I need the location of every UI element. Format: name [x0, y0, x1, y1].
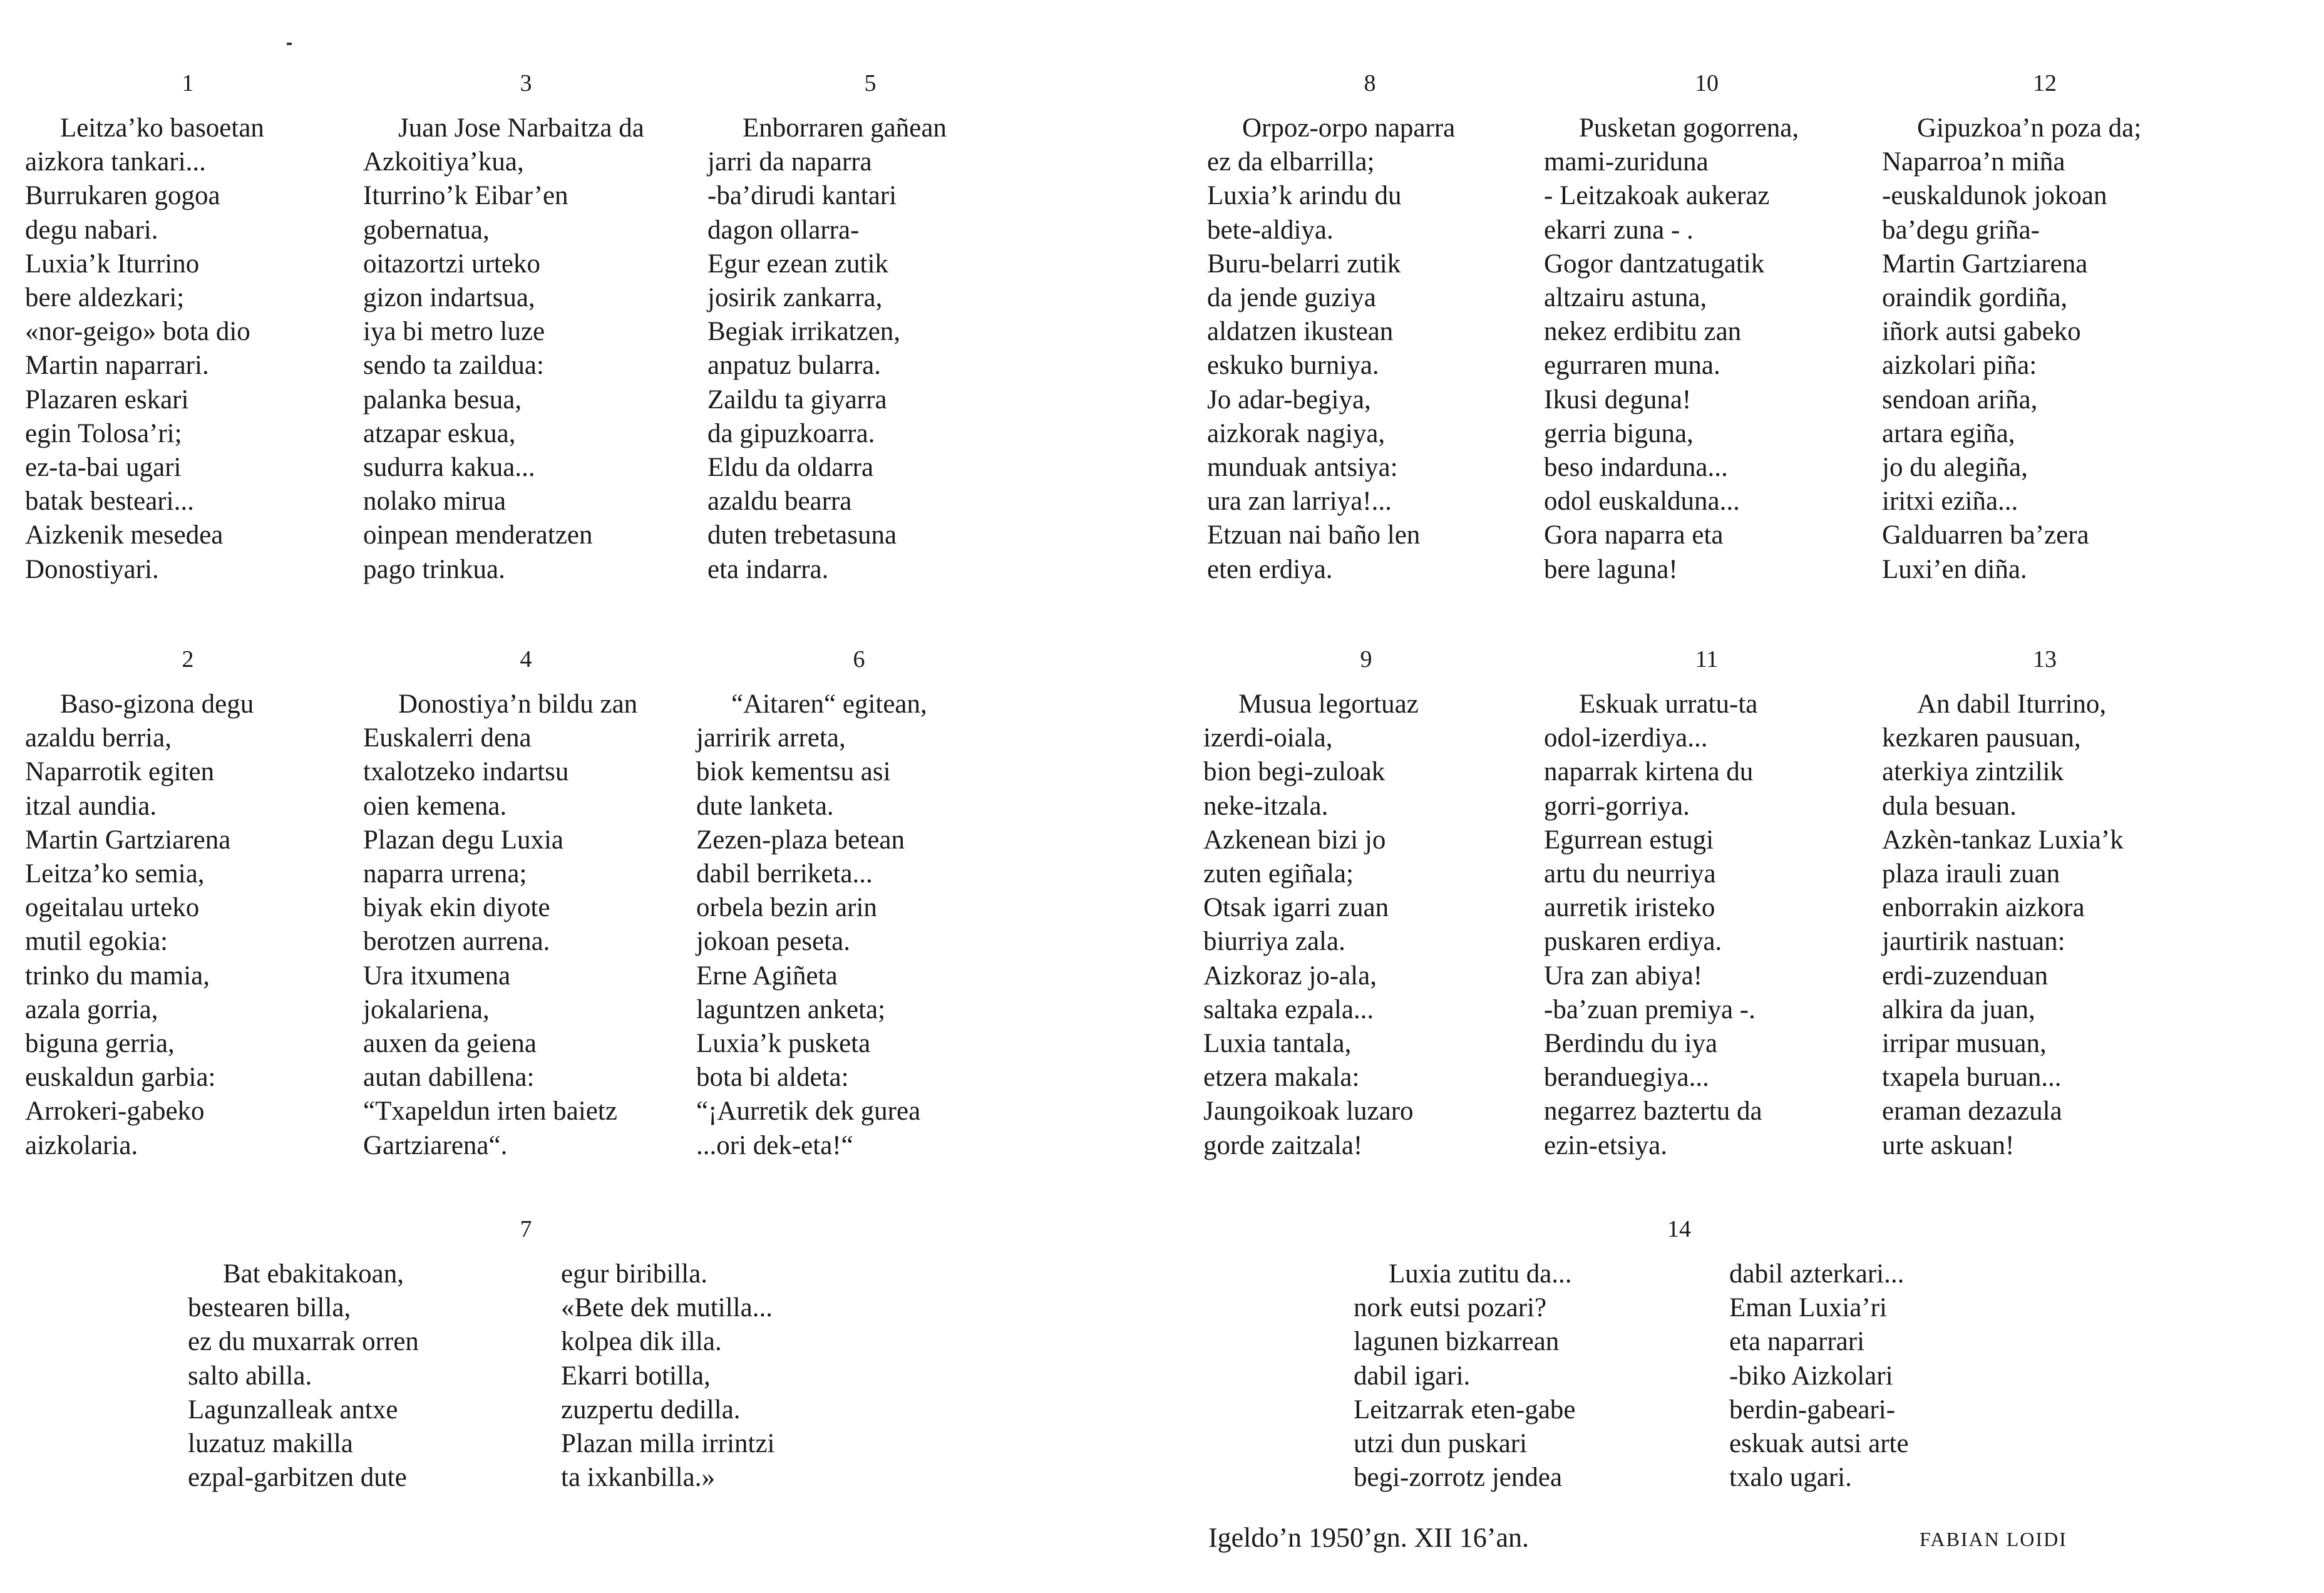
verse-line: odol euskalduna...: [1544, 487, 1740, 517]
place-date-line: Igeldo’n 1950’gn. XII 16’an.: [1208, 1522, 1529, 1553]
verse-line: alkira da juan,: [1882, 994, 2035, 1024]
verse-line: Etzuan nai baño len: [1207, 520, 1421, 550]
verse-line: dula besuan.: [1882, 791, 2017, 821]
verse-line: ogeitalau urteko: [25, 893, 200, 923]
verse-line: biguna gerria,: [25, 1029, 175, 1059]
verse-line: biurriya zala.: [1203, 927, 1345, 957]
verse-line: egin Tolosa’ri;: [25, 418, 182, 448]
verse-line: Ekarri botilla,: [561, 1361, 711, 1391]
verse-line: “¡Aurretik dek gurea: [696, 1096, 921, 1126]
verse-line: ez da elbarrilla;: [1207, 147, 1375, 177]
verse-line: kezkaren pausuan,: [1882, 723, 2081, 753]
verse-line: Donostiyari.: [25, 554, 159, 584]
stanza-number: 7: [520, 1216, 532, 1242]
verse-line: zuzpertu dedilla.: [561, 1395, 741, 1425]
verse-line: dagon ollarra-: [707, 215, 860, 245]
verse-line: Gartziarena“.: [363, 1130, 508, 1160]
verse-line: nekez erdibitu zan: [1544, 317, 1742, 347]
stanza-7: [188, 1215, 839, 1515]
verse-line: Luxia zutitu da...: [1389, 1259, 1572, 1289]
verse-line: ezin-etsiya.: [1544, 1130, 1667, 1160]
verse-line: Lagunzalleak antxe: [188, 1395, 398, 1425]
verse-line: munduak antsiya:: [1207, 453, 1398, 483]
verse-line: Ikusi deguna!: [1544, 384, 1692, 415]
stanza-number: 14: [1667, 1216, 1691, 1242]
verse-line: neke-itzala.: [1203, 791, 1329, 821]
verse-line: iya bi metro luze: [363, 317, 545, 347]
verse-line: azala gorria,: [25, 994, 158, 1024]
verse-line: salto abilla.: [188, 1361, 312, 1391]
stanza-number: 5: [864, 70, 877, 96]
verse-line: jarri da naparra: [707, 147, 872, 177]
verse-line: Gogor dantzatugatik: [1544, 249, 1765, 279]
stanza-lines: [707, 111, 947, 587]
stanza-lines: [25, 688, 254, 1163]
verse-line: Luxia tantala,: [1203, 1029, 1352, 1059]
verse-line: bete-aldiya.: [1207, 215, 1334, 245]
stanza-number: 6: [853, 646, 865, 673]
verse-line: artu du neurriya: [1544, 859, 1716, 889]
verse-line: trinko du mamia,: [25, 961, 210, 991]
verse-line: Ura zan abiya!: [1544, 961, 1703, 991]
verse-line: gobernatua,: [363, 215, 490, 245]
stanza-number: 1: [182, 70, 194, 96]
stanza-number: 3: [520, 70, 532, 96]
stanza-lines: [1882, 111, 2141, 587]
stanza-lines: [1544, 111, 1799, 587]
verse-line: aizkolari piña:: [1882, 351, 2037, 381]
verse-line: Egurrean estugi: [1544, 825, 1714, 855]
verse-line: Euskalerri dena: [363, 723, 532, 753]
verse-line: batak besteari...: [25, 487, 194, 517]
verse-line: gorde zaitzala!: [1203, 1130, 1363, 1160]
verse-line: -biko Aizkolari: [1729, 1361, 1893, 1391]
verse-line: Iturrino’k Eibar’en: [363, 181, 568, 211]
verse-line: ba’degu griña-: [1882, 215, 2040, 245]
verse-line: palanka besua,: [363, 384, 522, 415]
verse-line: biok kementsu asi: [696, 757, 891, 787]
verse-line: ezpal-garbitzen dute: [188, 1463, 407, 1493]
verse-line: Zaildu ta giyarra: [707, 384, 887, 415]
verse-line: eta naparrari: [1729, 1327, 1865, 1357]
verse-line: pago trinkua.: [363, 554, 505, 584]
verse-line: Luxia’k Iturrino: [25, 249, 200, 279]
verse-line: Bat ebakitakoan,: [223, 1259, 404, 1289]
verse-line: Zezen-plaza betean: [696, 825, 905, 855]
stanza-lines: [1203, 688, 1419, 1163]
verse-line: bota bi aldeta:: [696, 1063, 849, 1093]
verse-line: Eman Luxia’ri: [1729, 1293, 1887, 1323]
verse-line: Plazan degu Luxia: [363, 825, 564, 855]
verse-line: txalo ugari.: [1729, 1463, 1852, 1493]
verse-line: oraindik gordiña,: [1882, 283, 2068, 313]
verse-line: “Aitaren“ egitean,: [731, 689, 927, 719]
verse-line: Plazaren eskari: [25, 384, 189, 415]
stanza-number: 12: [2033, 70, 2057, 96]
verse-line: enborrakin aizkora: [1882, 893, 2085, 923]
verse-line: eskuko burniya.: [1207, 351, 1379, 381]
verse-line: Leitzarrak eten-gabe: [1354, 1395, 1576, 1425]
verse-line: erdi-zuzenduan: [1882, 961, 2049, 991]
verse-line: ez-ta-bai ugari: [25, 453, 182, 483]
verse-line: eta indarra.: [707, 554, 829, 584]
verse-line: gerria biguna,: [1544, 418, 1694, 448]
verse-line: Arrokeri-gabeko: [25, 1096, 205, 1126]
verse-line: artara egiña,: [1882, 418, 2015, 448]
verse-line: lagunen bizkarrean: [1354, 1327, 1560, 1357]
verse-line: begi-zorrotz jendea: [1354, 1463, 1563, 1493]
verse-line: Gora naparra eta: [1544, 520, 1724, 550]
verse-line: Baso-gizona degu: [60, 689, 254, 719]
stanza-right-column: [1729, 1257, 1909, 1495]
verse-line: aterkiya zintzilik: [1882, 757, 2064, 787]
verse-line: mami-zuriduna: [1544, 147, 1709, 177]
verse-line: oitazortzi urteko: [363, 249, 540, 279]
verse-line: - Leitzakoak aukeraz: [1544, 181, 1770, 211]
verse-line: Buru-belarri zutik: [1207, 249, 1401, 279]
verse-line: autan dabillena:: [363, 1063, 535, 1093]
verse-line: Erne Agiñeta: [696, 961, 838, 991]
verse-line: urte askuan!: [1882, 1130, 2015, 1160]
stanza-number: 13: [2033, 646, 2057, 673]
verse-line: bere laguna!: [1544, 554, 1678, 584]
verse-line: atzapar eskua,: [363, 418, 516, 448]
verse-line: “Txapeldun irten baietz: [363, 1096, 617, 1126]
stanza-lines: [696, 688, 927, 1163]
verse-line: ta ixkanbilla.»: [561, 1463, 715, 1493]
verse-line: jaurtirik nastuan:: [1882, 927, 2065, 957]
verse-line: Donostiya’n bildu zan: [398, 689, 638, 719]
verse-line: Enborraren gañean: [743, 113, 947, 143]
verse-line: nolako mirua: [363, 487, 506, 517]
stanza-lines: [25, 111, 264, 587]
verse-line: aizkolaria.: [25, 1130, 138, 1160]
stanza-left-column: [188, 1257, 419, 1495]
stanza-lines: [363, 111, 644, 587]
verse-line: An dabil Iturrino,: [1917, 689, 2107, 719]
verse-line: aurretik iristeko: [1544, 893, 1715, 923]
verse-line: Egur ezean zutik: [707, 249, 888, 279]
verse-line: sendoan ariña,: [1882, 384, 2038, 415]
verse-line: etzera makala:: [1203, 1063, 1360, 1093]
verse-line: josirik zankarra,: [707, 283, 883, 313]
verse-line: Galduarren ba’zera: [1882, 520, 2089, 550]
verse-line: Luxia’k arindu du: [1207, 181, 1402, 211]
verse-line: Eskuak urratu-ta: [1579, 689, 1758, 719]
verse-line: Begiak irrikatzen,: [707, 317, 901, 347]
verse-line: Martin Gartziarena: [25, 825, 231, 855]
stanza-lines: [1207, 111, 1455, 587]
verse-line: txalotzeko indartsu: [363, 757, 569, 787]
verse-line: jarririk arreta,: [696, 723, 846, 753]
verse-line: Martin naparrari.: [25, 351, 209, 381]
stanza-number: 8: [1364, 70, 1376, 96]
verse-line: Burrukaren gogoa: [25, 181, 220, 211]
verse-line: Naparroa’n miña: [1882, 147, 2065, 177]
verse-line: gorri-gorriya.: [1544, 791, 1690, 821]
verse-line: -ba’zuan premiya -.: [1544, 994, 1756, 1024]
stanza-lines: [363, 688, 637, 1163]
verse-line: txapela buruan...: [1882, 1063, 2062, 1093]
verse-line: negarrez baztertu da: [1544, 1096, 1762, 1126]
verse-line: saltaka ezpala...: [1203, 994, 1374, 1024]
stanza-14: [1354, 1215, 2005, 1515]
verse-line: jokalariena,: [363, 994, 490, 1024]
verse-line: «Bete dek mutilla...: [561, 1293, 773, 1323]
verse-line: biyak ekin diyote: [363, 893, 550, 923]
verse-line: duten trebetasuna: [707, 520, 897, 550]
verse-line: dabil azterkari...: [1729, 1259, 1905, 1289]
verse-line: zuten egiñala;: [1203, 859, 1354, 889]
verse-line: Musua legortuaz: [1238, 689, 1419, 719]
verse-line: -ba’dirudi kantari: [707, 181, 897, 211]
verse-line: azaldu berria,: [25, 723, 172, 753]
verse-line: eten erdiya.: [1207, 554, 1333, 584]
verse-line: iñork autsi gabeko: [1882, 317, 2081, 347]
verse-line: naparra urrena;: [363, 859, 527, 889]
verse-line: plaza irauli zuan: [1882, 859, 2060, 889]
stanza-lines: [1544, 688, 1762, 1163]
verse-line: Juan Jose Narbaitza da: [398, 113, 644, 143]
verse-line: iritxi eziña...: [1882, 487, 2018, 517]
verse-line: euskaldun garbia:: [25, 1063, 216, 1093]
verse-line: eskuak autsi arte: [1729, 1429, 1909, 1459]
verse-line: aizkorak nagiya,: [1207, 418, 1386, 448]
verse-line: dabil berriketa...: [696, 859, 873, 889]
verse-line: sendo ta zaildua:: [363, 351, 544, 381]
stanza-number: 9: [1360, 646, 1372, 673]
verse-line: izerdi-oiala,: [1203, 723, 1333, 753]
verse-line: Orpoz-orpo naparra: [1242, 113, 1456, 143]
verse-line: eraman dezazula: [1882, 1096, 2062, 1126]
verse-line: ...ori dek-eta!“: [696, 1130, 853, 1160]
verse-line: egurraren muna.: [1544, 351, 1720, 381]
stanza-number: 4: [520, 646, 532, 673]
verse-line: Leitza’ko semia,: [25, 859, 205, 889]
verse-line: Luxi’en diña.: [1882, 554, 2027, 584]
verse-line: Naparrotik egiten: [25, 757, 215, 787]
verse-line: bere aldezkari;: [25, 283, 185, 313]
stanza-number: 2: [182, 646, 194, 673]
verse-line: naparrak kirtena du: [1544, 757, 1754, 787]
verse-line: Azkoitiya’kua,: [363, 147, 524, 177]
verse-line: jokoan peseta.: [696, 927, 850, 957]
verse-line: Pusketan gogorrena,: [1579, 113, 1799, 143]
verse-line: nork eutsi pozari?: [1354, 1293, 1547, 1323]
verse-line: gizon indartsua,: [363, 283, 535, 313]
verse-line: jo du alegiña,: [1882, 453, 2028, 483]
verse-line: Gipuzkoa’n poza da;: [1917, 113, 2142, 143]
verse-line: Leitza’ko basoetan: [60, 113, 264, 143]
verse-line: berotzen aurrena.: [363, 927, 550, 957]
verse-line: Plazan milla irrintzi: [561, 1429, 775, 1459]
verse-line: Azkenean bizi jo: [1203, 825, 1386, 855]
verse-line: Azkèn-tankaz Luxia’k: [1882, 825, 2124, 855]
verse-line: altzairu astuna,: [1544, 283, 1707, 313]
verse-line: kolpea dik illa.: [561, 1327, 722, 1357]
stanza-number: 10: [1695, 70, 1719, 96]
verse-line: egur biribilla.: [561, 1259, 708, 1289]
stanza-lines: [1882, 688, 2124, 1163]
verse-line: Berdindu du iya: [1544, 1029, 1718, 1059]
verse-line: Aizkenik mesedea: [25, 520, 224, 550]
verse-line: Ura itxumena: [363, 961, 511, 991]
verse-line: luzatuz makilla: [188, 1429, 353, 1459]
verse-line: beranduegiya...: [1544, 1063, 1709, 1093]
verse-line: utzi dun puskari: [1354, 1429, 1528, 1459]
verse-line: Aizkoraz jo-ala,: [1203, 961, 1377, 991]
stanza-number: 11: [1695, 646, 1719, 673]
verse-line: da jende guziya: [1207, 283, 1376, 313]
verse-line: degu nabari.: [25, 215, 158, 245]
verse-line: oien kemena.: [363, 791, 507, 821]
verse-line: ez du muxarrak orren: [188, 1327, 419, 1357]
verse-line: bestearen billa,: [188, 1293, 351, 1323]
verse-line: aizkora tankari...: [25, 147, 206, 177]
verse-line: anpatuz bularra.: [707, 351, 881, 381]
verse-line: puskaren erdiya.: [1544, 927, 1722, 957]
print-speck: [287, 43, 292, 45]
verse-line: itzal aundia.: [25, 791, 157, 821]
verse-line: -euskaldunok jokoan: [1882, 181, 2107, 211]
verse-line: odol-izerdiya...: [1544, 723, 1708, 753]
verse-line: ura zan larriya!...: [1207, 487, 1392, 517]
verse-line: oinpean menderatzen: [363, 520, 593, 550]
verse-line: auxen da geiena: [363, 1029, 537, 1059]
verse-line: bion begi-zuloak: [1203, 757, 1386, 787]
author-signature: FABIAN LOIDI: [1920, 1528, 2067, 1550]
verse-line: Jaungoikoak luzaro: [1203, 1096, 1414, 1126]
verse-line: «nor-geigo» bota dio: [25, 317, 250, 347]
verse-line: Eldu da oldarra: [707, 453, 874, 483]
verse-line: azaldu bearra: [707, 487, 852, 517]
verse-line: sudurra kakua...: [363, 453, 535, 483]
verse-line: berdin-gabeari-: [1729, 1395, 1896, 1425]
verse-line: Jo adar-begiya,: [1207, 384, 1371, 415]
stanza-left-column: [1354, 1257, 1576, 1495]
verse-line: Otsak igarri zuan: [1203, 893, 1389, 923]
verse-line: da gipuzkoarra.: [707, 418, 875, 448]
verse-line: aldatzen ikustean: [1207, 317, 1394, 347]
verse-line: orbela bezin arin: [696, 893, 877, 923]
verse-line: beso indarduna...: [1544, 453, 1728, 483]
verse-line: laguntzen anketa;: [696, 994, 886, 1024]
verse-line: Martin Gartziarena: [1882, 249, 2088, 279]
stanza-right-column: [561, 1257, 775, 1495]
verse-line: dabil igari.: [1354, 1361, 1471, 1391]
verse-line: mutil egokia:: [25, 927, 168, 957]
verse-line: irripar musuan,: [1882, 1029, 2047, 1059]
verse-line: ekarri zuna - .: [1544, 215, 1694, 245]
verse-line: Luxia’k pusketa: [696, 1029, 871, 1059]
verse-line: dute lanketa.: [696, 791, 834, 821]
